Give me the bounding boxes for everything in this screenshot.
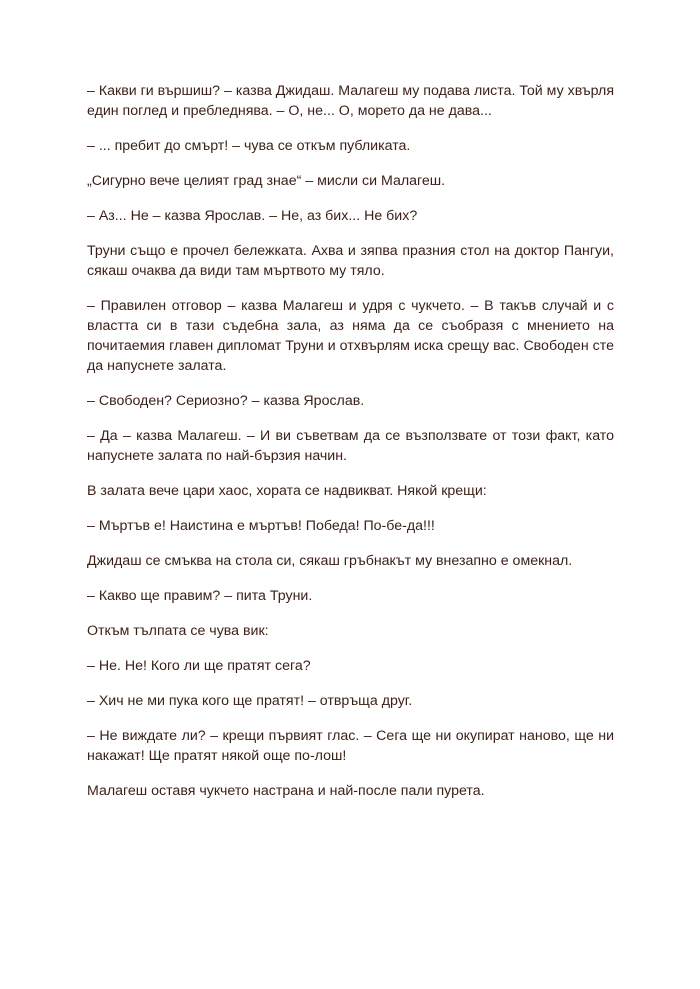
paragraph: „Сигурно вече целият град знае“ – мисли си Малагеш.: [87, 173, 446, 189]
paragraph: – Не. Не! Кого ли ще пратят сега?: [87, 658, 311, 674]
paragraph: Труни също е прочел бележката. Ахва и зяпва празния стол на доктор Пангуи, сякаш очаква да види там мъртвото му тяло.: [87, 243, 614, 279]
paragraph: – Да – казва Малагеш. – И ви съветвам да се възползвате от този факт, като напуснете залата по най-бързия начин.: [87, 428, 614, 464]
paragraph: – ... пребит до смърт! – чува се откъм публиката.: [87, 138, 411, 154]
paragraph: Джидаш се смъква на стола си, сякаш гръбнакът му внезапно е омекнал.: [87, 553, 573, 569]
paragraph: – Аз... Не – казва Ярослав. – Не, аз бих... Не бих?: [87, 208, 418, 224]
paragraph: – Не виждате ли? – крещи първият глас. – Сега ще ни окупират наново, ще ни накажат! Ще пратят някой още по-лош!: [87, 728, 614, 764]
paragraph: – Какво ще правим? – пита Труни.: [87, 588, 313, 604]
paragraph: – Мъртъв е! Наистина е мъртъв! Победа! По-бе-да!!!: [87, 518, 435, 534]
paragraph: Откъм тълпата се чува вик:: [87, 623, 269, 639]
paragraph: – Правилен отговор – казва Малагеш и удря с чукчето. – В такъв случай и с властта си в тази съдебна зала, аз няма да се съобразя с мнението на почитаемия главен дипломат Труни и отхвърлям иска срещу вас. Свободен сте да напуснете залата.: [87, 298, 614, 374]
paragraph: – Свободен? Сериозно? – казва Ярослав.: [87, 393, 365, 409]
body-text: [87, 81, 614, 816]
paragraph: – Хич не ми пука кого ще пратят! – отвръща друг.: [87, 693, 413, 709]
paragraph: – Какви ги вършиш? – казва Джидаш. Малагеш му подава листа. Той му хвърля един поглед и пребледнява. – О, не... О, морето да не дава...: [87, 83, 615, 119]
paragraph: В залата вече цари хаос, хората се надвикват. Някой крещи:: [87, 483, 487, 499]
paragraph: Малагеш оставя чукчето настрана и най-после пали пурета.: [87, 783, 485, 799]
